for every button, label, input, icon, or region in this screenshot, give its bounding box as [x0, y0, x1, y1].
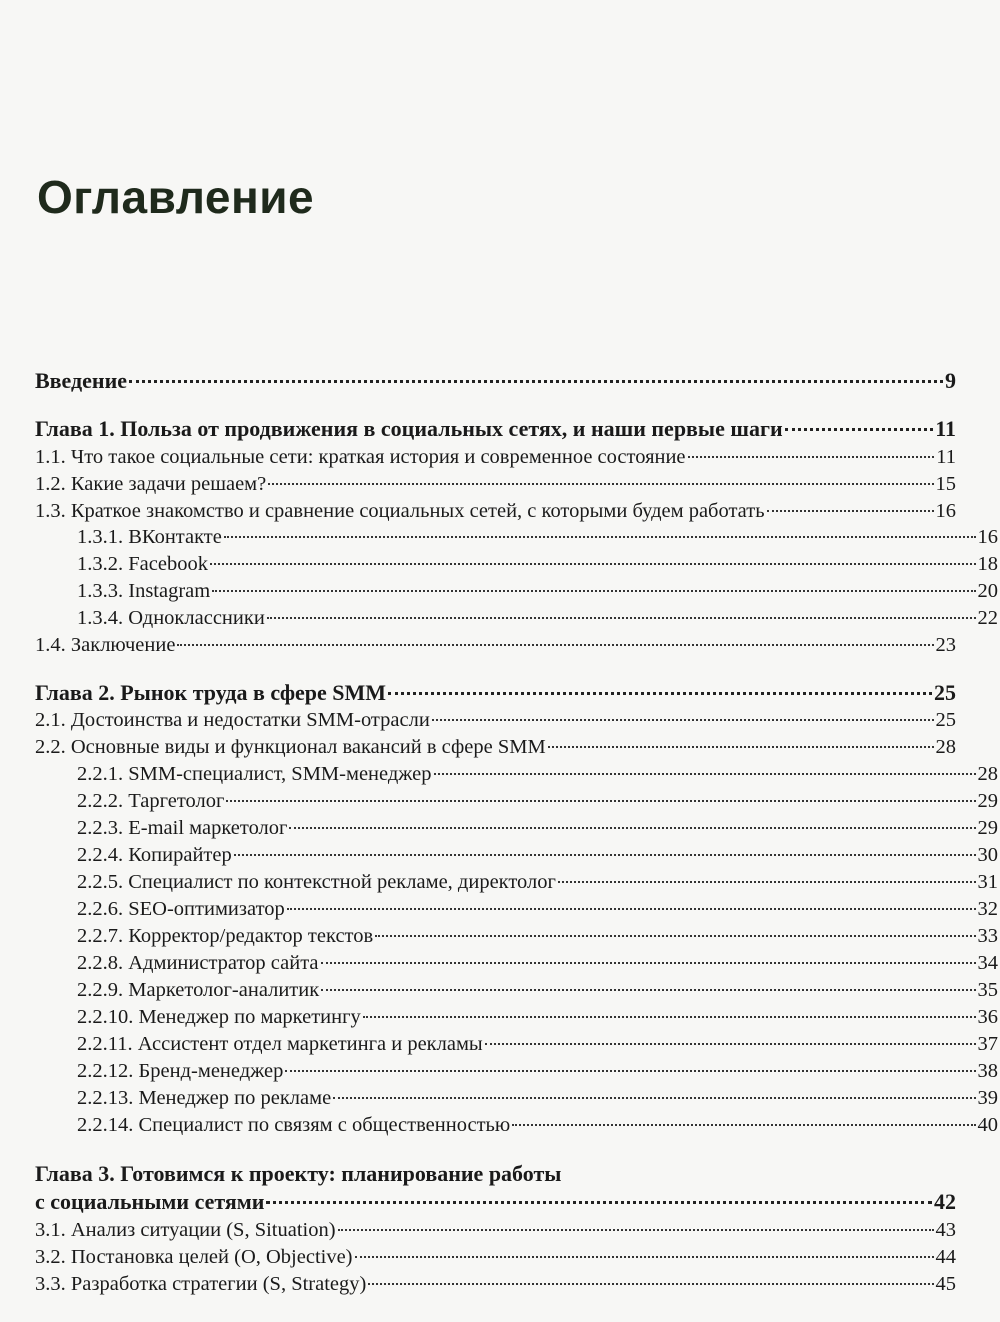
dot-leader: [767, 510, 934, 512]
toc-page-number: 37: [977, 1033, 998, 1055]
dot-leader: [785, 428, 934, 431]
toc-section-entry[interactable]: [35, 498, 956, 524]
dot-leader: [224, 536, 976, 538]
toc-page-number: 11: [936, 446, 956, 468]
toc-entry-title: 2.2.10. Менеджер по маркетингу: [77, 1006, 361, 1028]
toc-subsection-entry[interactable]: [35, 869, 998, 895]
toc-page-number: 15: [935, 473, 956, 495]
dot-leader: [375, 935, 975, 937]
dot-leader: [266, 1201, 932, 1204]
toc-page-number: 38: [977, 1060, 998, 1082]
toc-subsection-entry[interactable]: [35, 950, 998, 976]
dot-leader: [338, 1229, 934, 1231]
toc-page-number: 34: [977, 952, 998, 974]
dot-leader: [177, 644, 933, 646]
toc-entry-title: Введение: [35, 368, 128, 393]
toc-page-number: 32: [977, 898, 998, 920]
toc-subsection-entry[interactable]: [35, 896, 998, 922]
toc-page-number: 31: [977, 871, 998, 893]
toc-page-number: 28: [977, 763, 998, 785]
toc-entry-title: 2.2.2. Таргетолог: [77, 790, 225, 812]
toc-page-number: 29: [977, 817, 998, 839]
toc-entry-title: 1.2. Какие задачи решаем?: [35, 473, 267, 495]
toc-subsection-entry[interactable]: [35, 815, 998, 841]
dot-leader: [688, 456, 935, 458]
dot-leader: [285, 1070, 975, 1072]
toc-subsection-entry[interactable]: [35, 1085, 998, 1111]
toc-subsection-entry[interactable]: [35, 761, 998, 787]
dot-leader: [558, 881, 976, 883]
toc-subsection-entry[interactable]: [35, 923, 998, 949]
toc-subsection-entry[interactable]: [35, 1004, 998, 1030]
toc-page-number: 42: [934, 1189, 956, 1214]
dot-leader: [129, 380, 943, 383]
dot-leader: [321, 962, 976, 964]
toc-chapter-heading: Глава 3. Готовимся к проекту: планирование работы: [35, 1161, 562, 1186]
dot-leader: [355, 1256, 934, 1258]
toc-entry-title: 2.2.13. Менеджер по рекламе: [77, 1087, 332, 1109]
dot-leader: [388, 692, 932, 695]
toc-page-number: 45: [935, 1273, 956, 1295]
toc-page-number: 25: [934, 680, 956, 705]
toc-entry-title: 2.2.12. Бренд-менеджер: [77, 1060, 284, 1082]
toc-page-number: 39: [977, 1087, 998, 1109]
toc-entry-title: 2.1. Достоинства и недостатки SMM-отрасли: [35, 709, 430, 731]
toc-page-number: 16: [977, 526, 998, 548]
toc-entry-title: 2.2.9. Маркетолог-аналитик: [77, 979, 320, 1001]
toc-page-number: 36: [977, 1006, 998, 1028]
toc-page-number: 25: [935, 709, 956, 731]
toc-entry-title: с социальными сетями: [35, 1189, 265, 1214]
toc-entry-title: 1.3.1. ВКонтакте: [77, 526, 222, 548]
toc-section-entry[interactable]: [35, 707, 956, 733]
toc-page-number: 35: [977, 979, 998, 1001]
page-title: Оглавление: [37, 171, 315, 223]
toc-section-entry[interactable]: [35, 632, 956, 658]
toc-entry-title: 1.1. Что такое социальные сети: краткая история и современное состояние: [35, 446, 686, 468]
toc-entry-title: 2.2.7. Корректор/редактор текстов: [77, 925, 374, 947]
dot-leader: [512, 1124, 975, 1126]
toc-section-entry[interactable]: [35, 734, 956, 760]
toc-entry-title: Глава 1. Польза от продвижения в социальных сетях, и наши первые шаги: [35, 416, 783, 441]
toc-subsection-entry[interactable]: [35, 1112, 998, 1138]
dot-leader: [210, 563, 976, 565]
toc-subsection-entry[interactable]: [35, 977, 998, 1003]
dot-leader: [548, 746, 934, 748]
toc-page-number: 20: [977, 580, 998, 602]
toc-page-number: 22: [977, 607, 998, 629]
toc-entry-title: 2.2.6. SEO-оптимизатор: [77, 898, 285, 920]
toc-chapter-entry[interactable]: [35, 368, 956, 394]
dot-leader: [234, 854, 976, 856]
dot-leader: [267, 617, 976, 619]
toc-entry-title: 2.2.3. E-mail маркетолог: [77, 817, 288, 839]
toc-subsection-entry[interactable]: [35, 788, 998, 814]
toc-entry-title: 1.3.2. Facebook: [77, 553, 208, 575]
dot-leader: [432, 719, 934, 721]
toc-page-number: 40: [977, 1114, 998, 1136]
toc-subsection-entry[interactable]: [35, 551, 998, 577]
toc-entry-title: 2.2. Основные виды и функционал вакансий в сфере SMM: [35, 736, 546, 758]
toc-chapter-entry[interactable]: [35, 1189, 956, 1215]
toc-entry-title: 2.2.14. Специалист по связям с общественностью: [77, 1114, 511, 1136]
dot-leader: [268, 483, 933, 485]
toc-page-number: 33: [977, 925, 998, 947]
toc-entry-title: 1.4. Заключение: [35, 634, 176, 656]
toc-subsection-entry[interactable]: [35, 578, 998, 604]
dot-leader: [333, 1097, 975, 1099]
dot-leader: [363, 1016, 976, 1018]
toc-chapter-entry[interactable]: [35, 680, 956, 706]
toc-subsection-entry[interactable]: [35, 1058, 998, 1084]
toc-section-entry[interactable]: [35, 1244, 956, 1270]
toc-subsection-entry[interactable]: [35, 1031, 998, 1057]
toc-entry-title: 2.2.4. Копирайтер: [77, 844, 232, 866]
toc-section-entry[interactable]: [35, 444, 956, 470]
toc-page-number: 18: [977, 553, 998, 575]
dot-leader: [434, 773, 976, 775]
toc-page-number: 28: [935, 736, 956, 758]
dot-leader: [287, 908, 976, 910]
toc-page-number: 23: [935, 634, 956, 656]
dot-leader: [226, 800, 975, 802]
toc-entry-title: Глава 2. Рынок труда в сфере SMM: [35, 680, 387, 705]
toc-section-entry[interactable]: [35, 1271, 956, 1297]
dot-leader: [485, 1043, 976, 1045]
toc-page-number: 9: [945, 368, 956, 393]
toc-section-entry[interactable]: [35, 471, 956, 497]
toc-chapter-entry[interactable]: [35, 416, 956, 442]
toc-entry-title: 3.1. Анализ ситуации (S, Situation): [35, 1219, 336, 1241]
toc-entry-title: 1.3.3. Instagram: [77, 580, 211, 602]
dot-leader: [368, 1283, 933, 1285]
toc-section-entry[interactable]: [35, 1217, 956, 1243]
toc-page-number: 30: [977, 844, 998, 866]
toc-entry-title: 1.3. Краткое знакомство и сравнение социальных сетей, с которыми будем работать: [35, 500, 765, 522]
toc-entry-title: 1.3.4. Одноклассники: [77, 607, 265, 629]
toc-page-number: 11: [935, 416, 956, 441]
dot-leader: [212, 590, 975, 592]
dot-leader: [321, 989, 975, 991]
toc-subsection-entry[interactable]: [35, 842, 998, 868]
toc-page-number: 16: [935, 500, 956, 522]
toc-page-number: 29: [977, 790, 998, 812]
toc-entry-title: 2.2.5. Специалист по контекстной рекламе, директолог: [77, 871, 556, 893]
toc-page-number: 43: [935, 1219, 956, 1241]
toc-subsection-entry[interactable]: [35, 524, 998, 550]
toc-entry-title: 3.3. Разработка стратегии (S, Strategy): [35, 1273, 367, 1295]
dot-leader: [289, 827, 975, 829]
toc-entry-title: 2.2.8. Администратор сайта: [77, 952, 319, 974]
toc-entry-title: 2.2.11. Ассистент отдел маркетинга и рекламы: [77, 1033, 483, 1055]
toc-page-number: 44: [935, 1246, 956, 1268]
toc-entry-title: 2.2.1. SMM-специалист, SMM-менеджер: [77, 763, 432, 785]
toc-entry-title: 3.2. Постановка целей (O, Objective): [35, 1246, 353, 1268]
toc-subsection-entry[interactable]: [35, 605, 998, 631]
